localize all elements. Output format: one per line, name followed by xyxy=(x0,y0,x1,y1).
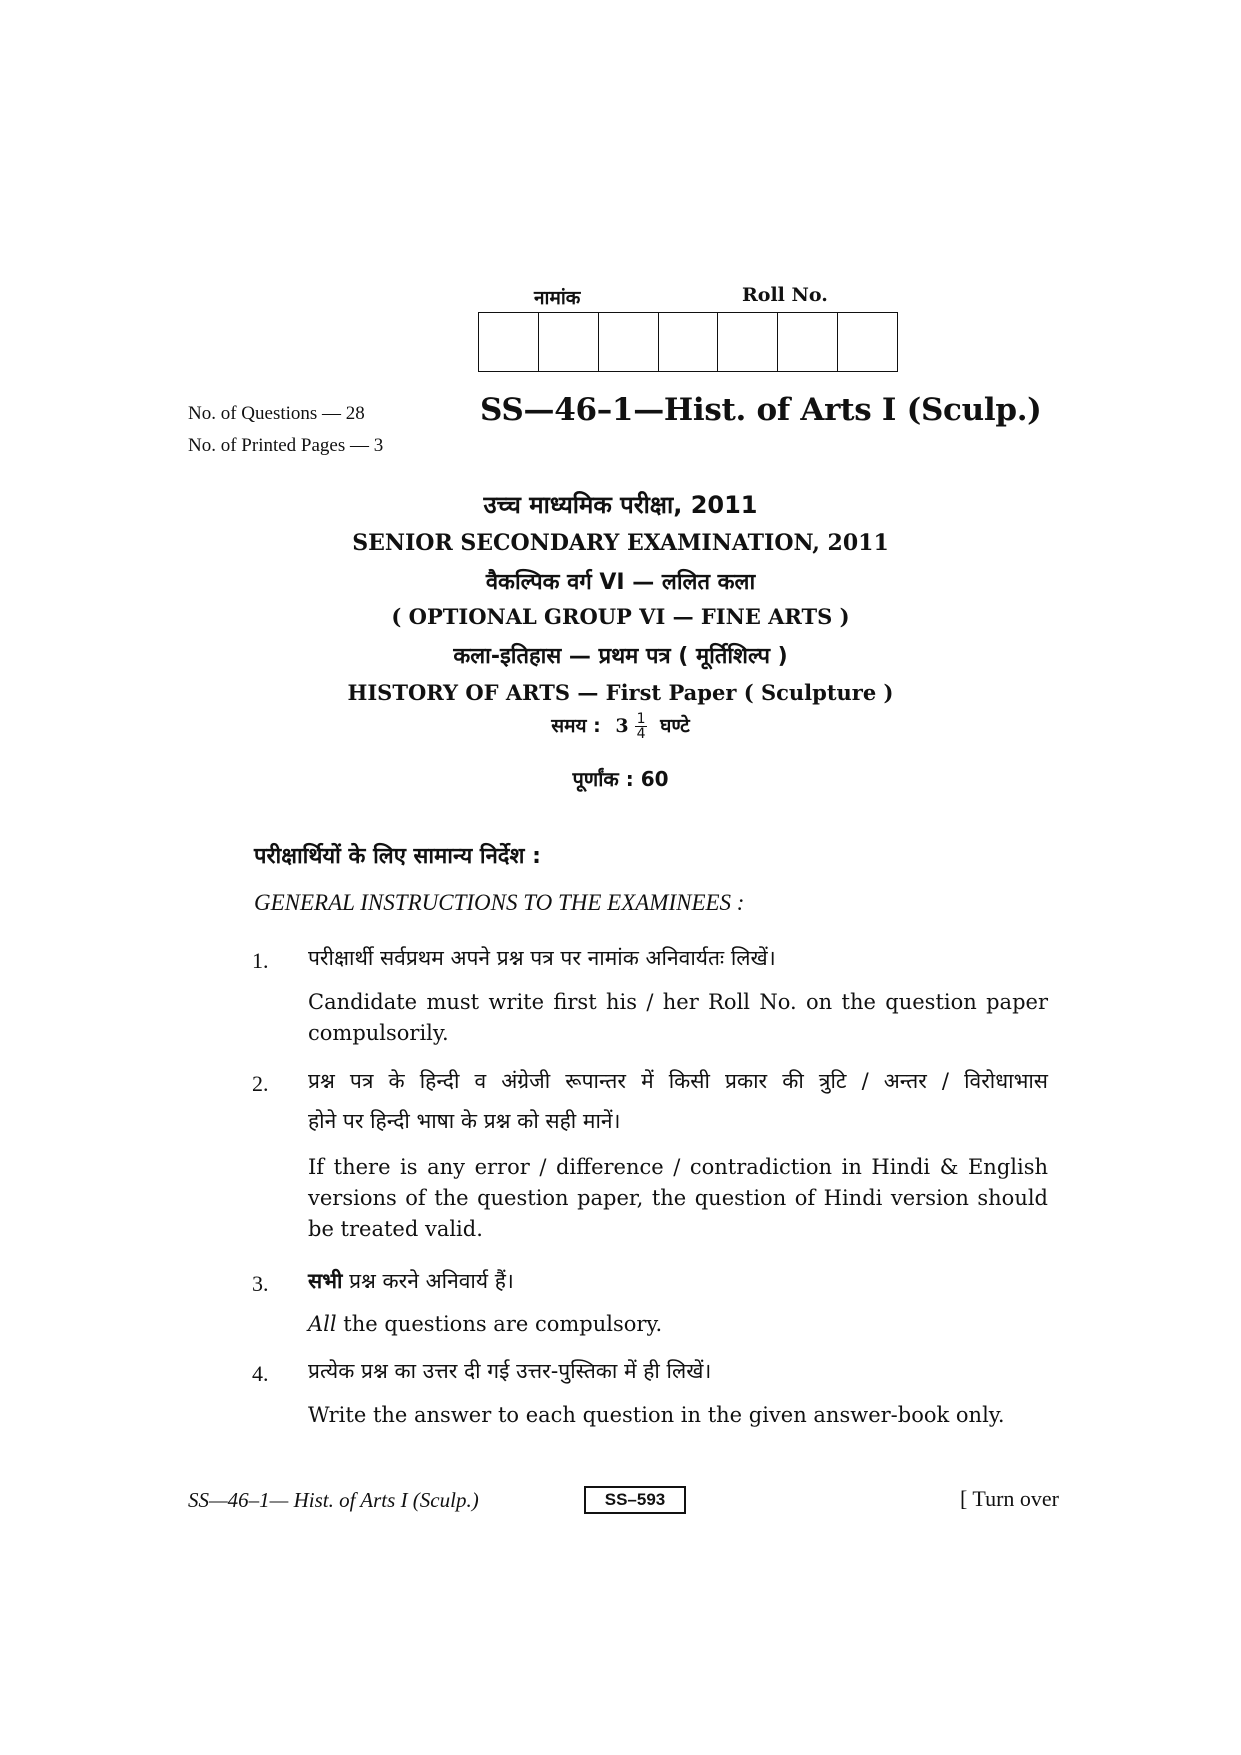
instruction-2-english: If there is any error / difference / contradiction in Hindi & English versions of the question paper, the question of Hindi version should be treated valid. xyxy=(308,1155,1048,1241)
roll-digit-box xyxy=(599,313,659,371)
roll-digit-box xyxy=(479,313,539,371)
roll-label-english: Roll No. xyxy=(742,284,828,306)
paper-english: HISTORY OF ARTS — First Paper ( Sculpture ) xyxy=(347,680,894,705)
page-count: No. of Printed Pages — 3 xyxy=(188,435,384,456)
exam-title-hindi: उच्च माध्यमिक परीक्षा, 2011 xyxy=(483,491,758,519)
instruction-number: 3. xyxy=(252,1271,269,1296)
instruction-3-english xyxy=(308,1312,662,1336)
instruction-4-hindi: प्रत्येक प्रश्न का उत्तर दी गई उत्तर-पुस्तिका में ही लिखें। xyxy=(308,1359,712,1383)
paper-hindi: कला-इतिहास — प्रथम पत्र ( मूर्तिशिल्प ) xyxy=(453,644,788,669)
instructions-heading-english: GENERAL INSTRUCTIONS TO THE EXAMINEES : xyxy=(254,890,745,915)
footer-paper-code: SS—46–1— Hist. of Arts I (Sculp.) xyxy=(188,1488,479,1512)
instruction-3-hindi-rest: प्रश्न करने अनिवार्य हैं। xyxy=(342,1269,514,1293)
instruction-number: 4. xyxy=(252,1361,269,1386)
group-hindi: वैकल्पिक वर्ग VI — ललित कला xyxy=(485,570,756,595)
instruction-3-english-rest: the questions are compulsory. xyxy=(336,1312,663,1336)
roll-digit-box xyxy=(778,313,838,371)
roll-label-hindi: नामांक xyxy=(534,287,581,309)
time-label: समय : xyxy=(551,715,601,737)
roll-number-boxes xyxy=(478,312,898,372)
instruction-1-english: Candidate must write first his / her Roll No. on the question paper compulsorily. xyxy=(308,990,1048,1045)
roll-digit-box xyxy=(659,313,719,371)
time-allowed xyxy=(0,712,1241,741)
instruction-3-english-italic: All xyxy=(308,1312,337,1336)
instruction-number: 2. xyxy=(252,1071,269,1096)
roll-digit-box xyxy=(718,313,778,371)
time-fraction xyxy=(635,712,648,741)
instruction-3-hindi-bold: सभी xyxy=(308,1269,343,1293)
time-fraction-numerator: 1 xyxy=(636,711,646,727)
max-marks: पूर्णांक : 60 xyxy=(572,767,669,791)
time-unit: घण्टे xyxy=(660,715,690,737)
instructions-heading-hindi: परीक्षार्थियों के लिए सामान्य निर्देश : xyxy=(254,844,541,869)
instruction-1-hindi: परीक्षार्थी सर्वप्रथम अपने प्रश्न पत्र पर नामांक अनिवार्यतः लिखें। xyxy=(308,946,776,970)
instruction-4-english: Write the answer to each question in the given answer-book only. xyxy=(308,1403,1005,1427)
time-whole: 3 xyxy=(615,715,629,737)
turn-over-note: [ Turn over xyxy=(960,1486,1060,1511)
instruction-2-hindi-line-2: होने पर हिन्दी भाषा के प्रश्न को सही मानें। xyxy=(308,1109,621,1133)
roll-digit-box xyxy=(838,313,897,371)
instruction-number: 1. xyxy=(252,948,269,973)
instruction-2-hindi-line-1: प्रश्न पत्र के हिन्दी व अंग्रेजी रूपान्तर में किसी प्रकार की त्रुटि / अन्तर / विरोधाभास xyxy=(308,1069,1048,1093)
exam-title-english: SENIOR SECONDARY EXAMINATION, 2011 xyxy=(352,530,889,556)
paper-code-title: SS—46–1—Hist. of Arts I (Sculp.) xyxy=(480,392,1042,428)
time-fraction-denominator: 4 xyxy=(636,726,646,742)
footer-serial-code: SS–593 xyxy=(584,1486,686,1514)
question-count: No. of Questions — 28 xyxy=(188,403,365,424)
instruction-3-hindi xyxy=(308,1267,514,1295)
group-english: ( OPTIONAL GROUP VI — FINE ARTS ) xyxy=(391,604,850,629)
roll-digit-box xyxy=(539,313,599,371)
